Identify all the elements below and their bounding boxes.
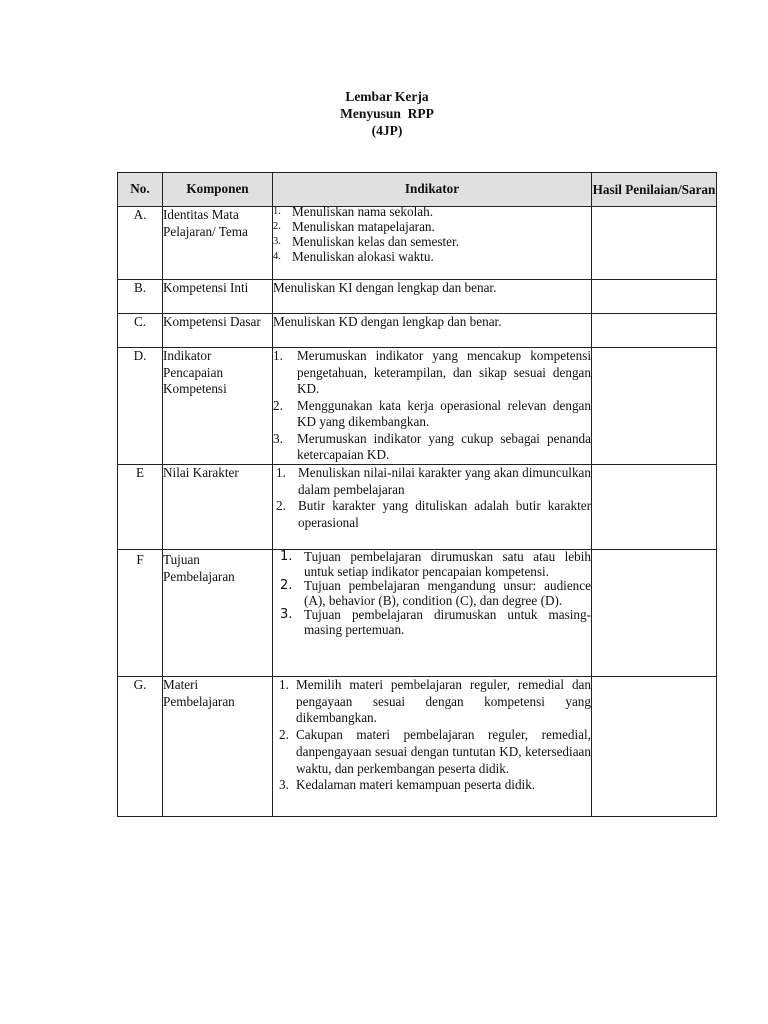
row-number: E <box>118 465 163 550</box>
row-komponen: Indikator Pencapaian Kompetensi <box>163 348 273 465</box>
header-komponen: Komponen <box>163 173 273 207</box>
title-line-1: Lembar Kerja <box>345 89 429 104</box>
header-hasil: Hasil Penilaian/Saran <box>592 173 717 207</box>
table-row <box>118 465 717 550</box>
row-komponen: Kompetensi Inti <box>163 280 273 314</box>
row-indikator: Menuliskan KD dengan lengkap dan benar. <box>273 314 592 348</box>
row-komponen: Materi Pembelajaran <box>163 677 273 817</box>
row-hasil-cell[interactable] <box>592 207 717 280</box>
indikator-item: 2. Cakupan materi pembelajaran reguler, remedial, danpengayaan sesuai dengan tuntutan KD, ketersediaan waktu, dan perkembangan peserta didik. <box>279 727 591 776</box>
row-number: A. <box>118 207 163 280</box>
document-title <box>0 88 768 139</box>
title-line-3: (4JP) <box>371 123 403 138</box>
table-row <box>118 550 717 677</box>
row-komponen: Nilai Karakter <box>163 465 273 550</box>
row-indikator <box>273 204 592 280</box>
title-line-2: Menyusun RPP <box>340 106 434 121</box>
row-number: C. <box>118 314 163 348</box>
row-indikator: Menuliskan KI dengan lengkap dan benar. <box>273 280 592 314</box>
row-number: G. <box>118 677 163 817</box>
rpp-table <box>117 172 717 817</box>
indikator-item: 3. Merumuskan indikator yang cukup sebagai penanda ketercapaian KD. <box>273 430 591 462</box>
header-no: No. <box>118 173 163 207</box>
row-indikator <box>273 550 592 677</box>
table-row <box>118 314 717 348</box>
row-komponen: Kompetensi Dasar <box>163 314 273 348</box>
row-number: F <box>118 550 163 677</box>
indikator-item: 2. Butir karakter yang dituliskan adalah butir karakter operasional <box>276 498 591 530</box>
table-header-row <box>118 173 717 207</box>
indikator-item: 1. Memilih materi pembelajaran reguler, remedial dan pengayaan sesuai dengan kompetensi yang dikembangkan. <box>279 677 591 726</box>
indikator-item: 1. Tujuan pembelajaran dirumuskan satu atau lebih untuk setiap indikator pencapaian kompetensi. <box>280 549 591 579</box>
header-indikator: Indikator <box>273 173 592 207</box>
indikator-item: 1. Merumuskan indikator yang mencakup kompetensi pengetahuan, keterampilan, dan sikap sesuai dengan KD. <box>273 348 591 396</box>
row-number: B. <box>118 280 163 314</box>
row-hasil-cell[interactable] <box>592 280 717 314</box>
row-komponen: Tujuan Pembelajaran <box>163 550 273 677</box>
row-hasil-cell[interactable] <box>592 314 717 348</box>
row-indikator <box>273 465 592 550</box>
row-hasil-cell[interactable] <box>592 677 717 817</box>
table-row <box>118 207 717 280</box>
indikator-item: 2. Menuliskan matapelajaran. <box>273 219 435 234</box>
indikator-item: 1. Menuliskan nama sekolah. <box>273 204 433 219</box>
indikator-item: 2. Tujuan pembelajaran mengandung unsur: audience (A), behavior (B), condition (C), dan degree (D). <box>280 578 591 608</box>
indikator-item: 1. Menuliskan nilai-nilai karakter yang akan dimunculkan dalam pembelajaran <box>276 465 591 497</box>
indikator-item: 4. Menuliskan alokasi waktu. <box>273 249 434 264</box>
row-hasil-cell[interactable] <box>592 348 717 465</box>
table-row <box>118 280 717 314</box>
indikator-item: 3. Kedalaman materi kemampuan peserta didik. <box>279 777 536 793</box>
row-indikator <box>273 348 592 465</box>
row-number: D. <box>118 348 163 465</box>
row-hasil-cell[interactable] <box>592 550 717 677</box>
indikator-item: 3. Menuliskan kelas dan semester. <box>273 234 460 249</box>
row-komponen: Identitas Mata Pelajaran/ Tema <box>163 207 273 280</box>
row-hasil-cell[interactable] <box>592 465 717 550</box>
table-row <box>118 677 717 817</box>
indikator-item: 3. Tujuan pembelajaran dirumuskan untuk masing-masing pertemuan. <box>280 607 591 637</box>
table-row <box>118 348 717 465</box>
row-indikator <box>273 677 592 817</box>
indikator-item: 2. Menggunakan kata kerja operasional relevan dengan KD yang dikembangkan. <box>273 397 591 429</box>
